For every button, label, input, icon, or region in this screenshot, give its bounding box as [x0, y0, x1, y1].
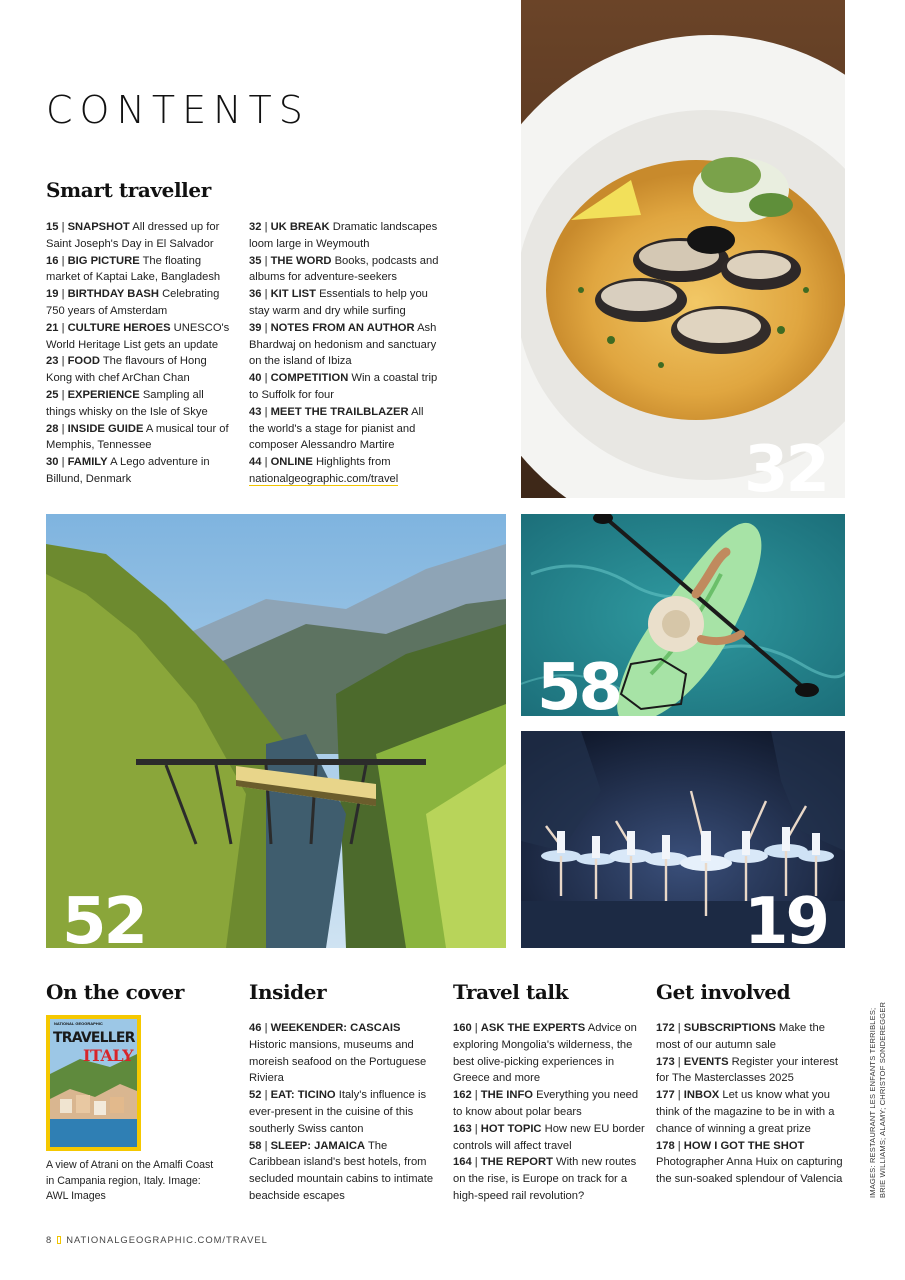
entry-description: Celebrating 750 years of Amsterdam — [46, 288, 220, 317]
get-involved-column — [656, 1020, 846, 1188]
toc-entry[interactable] — [249, 1138, 439, 1205]
food-page-number: 32 — [743, 433, 827, 498]
entry-heading: COMPETITION — [270, 372, 349, 385]
entry-separator: | — [677, 1055, 681, 1068]
entry-description: Ash Bhardwaj on hedonism and sanctuary on the island of Ibiza — [249, 321, 437, 368]
page-title: CONTENTS — [46, 88, 310, 132]
toc-entry[interactable] — [656, 1020, 846, 1054]
entry-separator: | — [474, 1156, 478, 1169]
travel-talk-column — [453, 1020, 645, 1205]
entry-heading: KIT LIST — [270, 288, 316, 301]
entry-page-number: 58 — [249, 1139, 262, 1152]
cover-brand: NATIONAL GEOGRAPHIC — [54, 1021, 103, 1026]
entry-page-number: 172 — [656, 1022, 675, 1034]
entry-separator: | — [61, 254, 65, 267]
ballet-photo — [521, 731, 845, 948]
train-bridge-photo — [46, 514, 506, 948]
entry-page-number: 160 — [453, 1022, 472, 1034]
insider-heading: Insider — [249, 980, 327, 1004]
entry-description: Sampling all things whisky on the Isle of Skye — [46, 388, 208, 418]
entry-page-number: 178 — [656, 1139, 675, 1152]
entry-heading: THE INFO — [480, 1089, 534, 1102]
entry-description: How new EU border controls will affect travel — [453, 1122, 645, 1152]
footer-border-mark — [57, 1236, 61, 1244]
toc-entry[interactable] — [249, 404, 439, 454]
entry-separator: | — [61, 355, 65, 368]
entry-heading: EVENTS — [683, 1055, 729, 1068]
toc-entry[interactable] — [46, 320, 234, 354]
entry-separator: | — [264, 1089, 268, 1102]
entry-heading: EAT: TICINO — [270, 1089, 336, 1102]
entry-heading: ASK THE EXPERTS — [480, 1022, 586, 1034]
ballet-page-number: 19 — [743, 885, 827, 948]
entry-heading: SLEEP: JAMAICA — [270, 1139, 366, 1152]
entry-separator: | — [264, 372, 268, 385]
smart-traveller-column-1 — [46, 219, 234, 488]
entry-separator: | — [264, 321, 268, 334]
entry-page-number: 35 — [249, 254, 262, 267]
entry-description: Italy's influence is ever-present in the cuisine of this southerly Swiss canton — [249, 1089, 427, 1135]
entry-page-number: 30 — [46, 456, 59, 469]
entry-heading: BIG PICTURE — [67, 254, 140, 267]
entry-description: Books, podcasts and albums for adventure-seekers — [249, 254, 439, 284]
toc-entry[interactable] — [46, 387, 234, 421]
entry-heading: CULTURE HEROES — [67, 321, 171, 334]
toc-entry[interactable] — [656, 1054, 846, 1088]
entry-heading: NOTES FROM AN AUTHOR — [270, 321, 415, 334]
entry-heading: UK BREAK — [270, 221, 330, 233]
entry-page-number: 21 — [46, 321, 59, 334]
cover-subtitle: ITALY — [83, 1046, 134, 1065]
entry-description: The flavours of Hong Kong with chef ArChan Chan — [46, 355, 207, 385]
entry-page-number: 163 — [453, 1122, 472, 1135]
cover-caption: A view of Atrani on the Amalfi Coast in Campania region, Italy. Image: AWL Images — [46, 1159, 214, 1202]
entry-heading: THE WORD — [270, 254, 332, 267]
entry-separator: | — [264, 288, 268, 301]
entry-heading: BIRTHDAY BASH — [67, 288, 159, 301]
entry-page-number: 40 — [249, 372, 262, 385]
entry-description: Register your interest for The Masterclasses 2025 — [656, 1055, 838, 1085]
entry-page-number: 19 — [46, 288, 59, 301]
entry-heading: WEEKENDER: CASCAIS — [270, 1022, 401, 1034]
entry-separator: | — [474, 1122, 478, 1135]
toc-entry[interactable] — [453, 1154, 645, 1204]
entry-description: Make the most of our autumn sale — [656, 1022, 825, 1051]
entry-description: All the world's a stage for pianist and composer Alessandro Martire — [249, 405, 424, 452]
entry-page-number: 32 — [249, 221, 262, 233]
kayak-photo — [521, 514, 845, 716]
entry-heading: INBOX — [683, 1089, 720, 1102]
cover-title: TRAVELLER — [53, 1030, 135, 1046]
entry-page-number: 162 — [453, 1089, 472, 1102]
toc-entry[interactable] — [46, 353, 234, 387]
footer-url[interactable]: NATIONALGEOGRAPHIC.COM/TRAVEL — [66, 1234, 268, 1245]
credit-line-1: IMAGES: RESTAURANT LES ENFANTS TERRIBLES; — [868, 1007, 877, 1198]
entry-description: Highlights from — [315, 456, 391, 469]
entry-heading: EXPERIENCE — [67, 388, 140, 401]
entry-heading: SNAPSHOT — [67, 221, 130, 233]
entry-heading: ONLINE — [270, 456, 313, 469]
entry-separator: | — [677, 1139, 681, 1152]
entry-description: Photographer Anna Huix on capturing the sun-soaked splendour of Valencia — [656, 1156, 843, 1186]
entry-page-number: 15 — [46, 221, 59, 233]
insider-column — [249, 1020, 439, 1205]
entry-separator: | — [61, 221, 65, 233]
entry-separator: | — [61, 456, 65, 469]
entry-description: The Caribbean island's best hotels, from secluded mountain cabins to intimate beachside escapes — [249, 1139, 434, 1202]
entry-separator: | — [61, 422, 65, 435]
entry-page-number: 36 — [249, 288, 262, 301]
entry-description: UNESCO's World Heritage List gets an update — [46, 321, 230, 351]
entry-page-number: 173 — [656, 1055, 675, 1068]
credit-line-2: BRIE WILLIAMS; ALAMY; CHRISTOF SONDEREGGER — [877, 1001, 887, 1198]
entry-description: Everything you need to know about polar bears — [453, 1089, 639, 1118]
magazine-cover — [46, 1015, 141, 1151]
toc-entry[interactable] — [249, 253, 439, 287]
entry-description: Win a coastal trip to Suffolk for four — [249, 372, 438, 401]
toc-entry[interactable] — [656, 1138, 846, 1188]
entry-description: A musical tour of Memphis, Tennessee — [46, 422, 229, 452]
entry-heading: HOW I GOT THE SHOT — [683, 1139, 805, 1152]
smart-traveller-column-2 — [249, 219, 439, 488]
kayak-page-number: 58 — [537, 651, 621, 716]
entry-page-number: 44 — [249, 456, 262, 469]
toc-entry[interactable] — [249, 370, 439, 404]
entry-heading: SUBSCRIPTIONS — [683, 1022, 776, 1034]
entry-separator: | — [677, 1022, 681, 1034]
entry-heading: MEET THE TRAILBLAZER — [270, 405, 409, 418]
toc-entry[interactable] — [46, 454, 234, 488]
entry-description: Historic mansions, museums and moreish seafood on the Portuguese Riviera — [249, 1038, 427, 1085]
entry-page-number: 46 — [249, 1022, 262, 1034]
image-credits — [868, 988, 887, 1198]
entry-description: Essentials to help you stay warm and dry while surfing — [249, 288, 428, 317]
toc-entry[interactable] — [46, 253, 234, 287]
toc-entry[interactable] — [249, 1020, 439, 1087]
entry-separator: | — [61, 288, 65, 301]
entry-description: A Lego adventure in Billund, Denmark — [46, 456, 210, 485]
entry-heading: HOT TOPIC — [480, 1122, 542, 1135]
entry-separator: | — [677, 1089, 681, 1102]
entry-page-number: 16 — [46, 254, 59, 267]
toc-entry[interactable] — [46, 421, 234, 455]
entry-separator: | — [264, 221, 268, 233]
entry-separator: | — [474, 1022, 478, 1034]
page-footer — [46, 1234, 268, 1245]
entry-separator: | — [474, 1089, 478, 1102]
entry-description: Let us know what you think of the magazine to be in with a chance of winning a great prize — [656, 1089, 835, 1135]
entry-description: All dressed up for Saint Joseph's Day in El Salvador — [46, 221, 220, 250]
entry-heading: THE REPORT — [480, 1156, 553, 1169]
toc-entry[interactable] — [46, 286, 234, 320]
entry-page-number: 28 — [46, 422, 59, 435]
entry-page-number: 39 — [249, 321, 262, 334]
entry-page-number: 25 — [46, 388, 59, 401]
entry-heading: FAMILY — [67, 456, 108, 469]
entry-separator: | — [264, 1022, 268, 1034]
entry-description: With new routes on the rise, is Europe on track for a high-speed rail revolution? — [453, 1156, 637, 1202]
entry-page-number: 164 — [453, 1156, 472, 1169]
entry-description: Dramatic landscapes loom large in Weymouth — [249, 221, 438, 250]
toc-entry[interactable] — [249, 286, 439, 320]
travel-talk-heading: Travel talk — [453, 980, 569, 1004]
toc-entry[interactable] — [249, 1087, 439, 1137]
entry-separator: | — [61, 388, 65, 401]
smart-traveller-heading: Smart traveller — [46, 178, 211, 202]
entry-separator: | — [264, 456, 268, 469]
toc-entry[interactable] — [656, 1087, 846, 1137]
entry-description: The floating market of Kaptai Lake, Bangladesh — [46, 254, 221, 284]
get-involved-heading: Get involved — [656, 980, 791, 1004]
train-page-number: 52 — [62, 885, 146, 948]
toc-entry[interactable] — [453, 1087, 645, 1121]
entry-page-number: 52 — [249, 1089, 262, 1102]
entry-page-number: 43 — [249, 405, 262, 418]
toc-entry[interactable] — [249, 454, 439, 488]
footer-page-number: 8 — [46, 1234, 53, 1245]
toc-entry[interactable] — [453, 1020, 645, 1087]
entry-page-number: 23 — [46, 355, 59, 368]
entry-heading: FOOD — [67, 355, 100, 368]
entry-separator: | — [264, 405, 268, 418]
entry-separator: | — [61, 321, 65, 334]
entry-heading: INSIDE GUIDE — [67, 422, 144, 435]
entry-link[interactable]: nationalgeographic.com/travel — [249, 472, 399, 485]
food-photo — [521, 0, 845, 498]
entry-description: Advice on exploring Mongolia's wilderness, the best olive-picking experiences in Greece and more — [453, 1022, 637, 1085]
toc-entry[interactable] — [46, 219, 234, 253]
toc-entry[interactable] — [249, 219, 439, 253]
toc-entry[interactable] — [453, 1121, 645, 1155]
on-the-cover-heading: On the cover — [46, 980, 184, 1004]
entry-page-number: 177 — [656, 1089, 675, 1102]
toc-entry[interactable] — [249, 320, 439, 370]
entry-separator: | — [264, 1139, 268, 1152]
entry-separator: | — [264, 254, 268, 267]
